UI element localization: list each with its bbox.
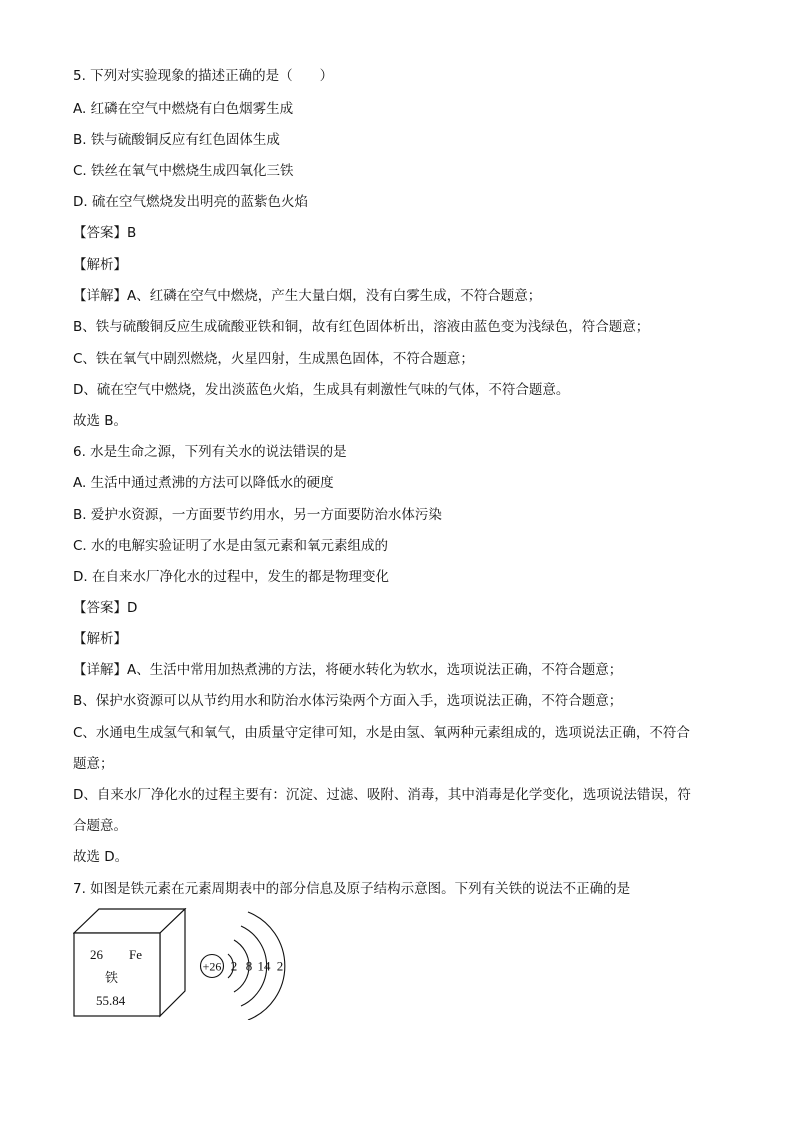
atom-structure-diagram bbox=[196, 908, 292, 1020]
q6-option-b: B. 爱护水资源，一方面要节约用水，另一方面要防治水体污染 bbox=[73, 507, 442, 523]
shell-electrons-3: 14 bbox=[257, 958, 271, 974]
q6-detail-d-cont: 合题意。 bbox=[73, 818, 127, 834]
q5-detail-d: D、硫在空气中燃烧，发出淡蓝色火焰，生成具有刺激性气味的气体，不符合题意。 bbox=[73, 382, 570, 398]
q6-option-c: C. 水的电解实验证明了水是由氢元素和氧元素组成的 bbox=[73, 538, 389, 554]
shell-electrons-2: 8 bbox=[245, 958, 253, 974]
q5-conclusion: 故选 B。 bbox=[73, 413, 128, 429]
q6-option-d: D. 在自来水厂净化水的过程中，发生的都是物理变化 bbox=[73, 569, 389, 585]
tile-atomic-mass: 55.84 bbox=[96, 993, 126, 1008]
nucleus-charge: +26 bbox=[202, 959, 222, 974]
tile-atomic-number: 26 bbox=[90, 947, 103, 962]
tile-symbol: Fe bbox=[129, 947, 142, 962]
q5-analysis-label: 【解析】 bbox=[73, 257, 127, 273]
shell-electrons-4: 2 bbox=[276, 958, 284, 974]
q7-stem: 7. 如图是铁元素在元素周期表中的部分信息及原子结构示意图。下列有关铁的说法不正确的是 bbox=[73, 881, 631, 897]
q6-conclusion: 故选 D。 bbox=[73, 849, 129, 865]
shell-electrons-1: 2 bbox=[230, 958, 238, 974]
q5-option-c: C. 铁丝在氧气中燃烧生成四氧化三铁 bbox=[73, 163, 294, 179]
q5-stem: 5. 下列对实验现象的描述正确的是（ ） bbox=[73, 68, 334, 84]
q5-option-d: D. 硫在空气燃烧发出明亮的蓝紫色火焰 bbox=[73, 194, 308, 210]
q6-detail-c: C、水通电生成氢气和氧气，由质量守定律可知，水是由氢、氧两种元素组成的，选项说法正确，不符合 bbox=[73, 725, 690, 741]
q5-detail-b: B、铁与硫酸铜反应生成硫酸亚铁和铜，故有红色固体析出，溶液由蓝色变为浅绿色，符合题意； bbox=[73, 319, 650, 335]
q6-option-a: A. 生活中通过煮沸的方法可以降低水的硬度 bbox=[73, 475, 334, 491]
q5-option-b: B. 铁与硫酸铜反应有红色固体生成 bbox=[73, 132, 280, 148]
q5-option-a: A. 红磷在空气中燃烧有白色烟雾生成 bbox=[73, 101, 294, 117]
q5-detail-c: C、铁在氧气中剧烈燃烧，火星四射，生成黑色固体，不符合题意； bbox=[73, 351, 474, 367]
element-tile bbox=[73, 908, 187, 1018]
q6-answer: 【答案】D bbox=[73, 600, 138, 616]
q5-answer: 【答案】B bbox=[73, 225, 137, 241]
q6-stem: 6. 水是生命之源，下列有关水的说法错误的是 bbox=[73, 444, 347, 460]
q6-detail-d: D、自来水厂净化水的过程主要有：沉淀、过滤、吸附、消毒，其中消毒是化学变化，选项说法错误，符 bbox=[73, 787, 691, 803]
q6-detail-c-cont: 题意； bbox=[73, 756, 114, 772]
q5-detail-a: 【详解】A、红磷在空气中燃烧，产生大量白烟，没有白雾生成，不符合题意； bbox=[73, 288, 542, 304]
q6-detail-b: B、保护水资源可以从节约用水和防治水体污染两个方面入手，选项说法正确，不符合题意； bbox=[73, 693, 623, 709]
q6-analysis-label: 【解析】 bbox=[73, 631, 127, 647]
tile-name: 铁 bbox=[105, 971, 119, 986]
q6-detail-a: 【详解】A、生活中常用加热煮沸的方法，将硬水转化为软水，选项说法正确，不符合题意； bbox=[73, 662, 623, 678]
